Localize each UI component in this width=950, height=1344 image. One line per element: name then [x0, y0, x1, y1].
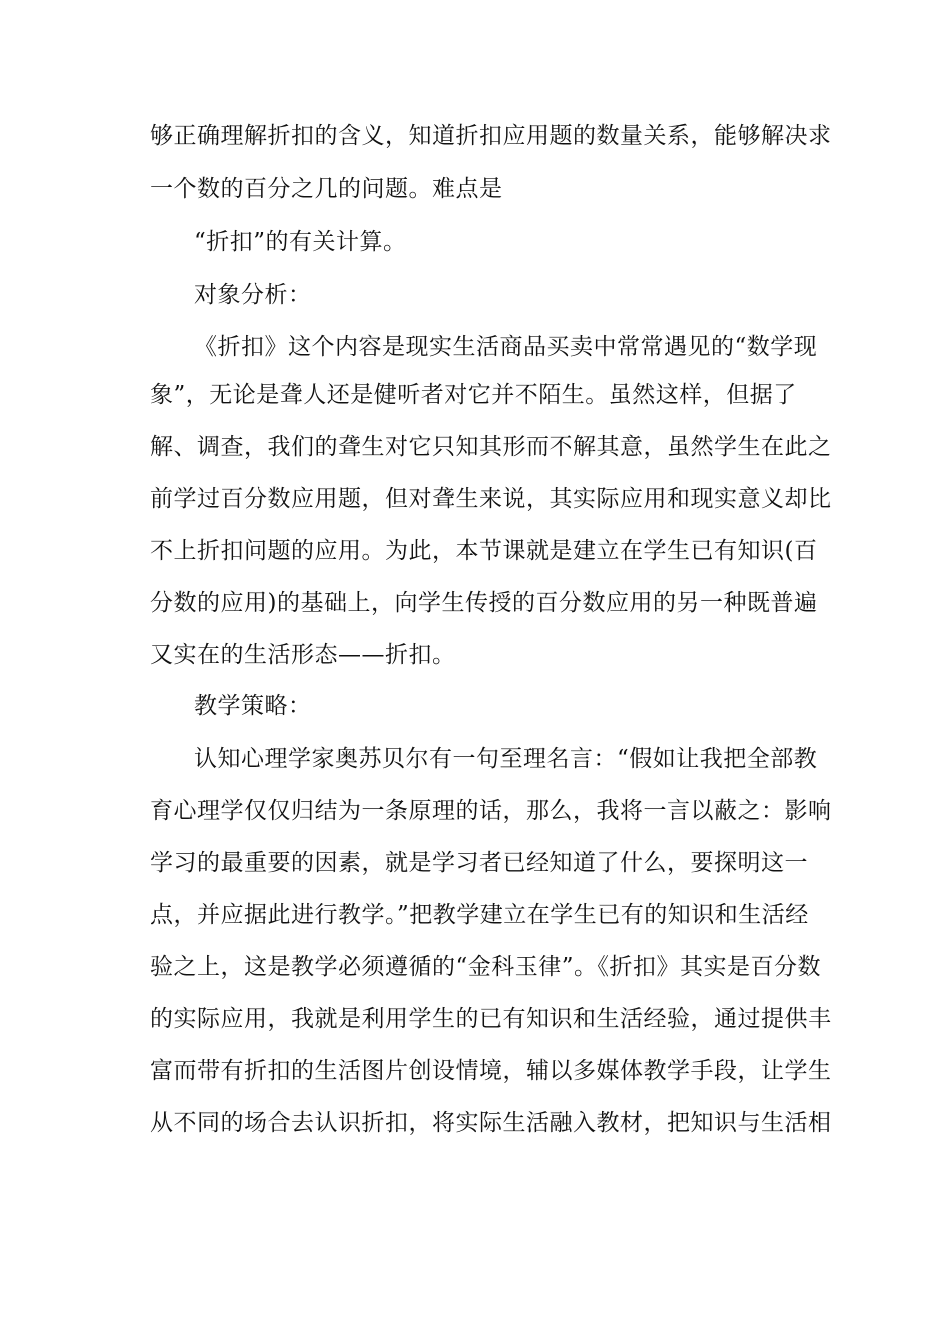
text-line: 富而带有折扣的生活图片创设情境，辅以多媒体教学手段，让学生 — [150, 1058, 832, 1084]
text-line: 不上折扣问题的应用。为此，本节课就是建立在学生已有知识(百 — [150, 538, 818, 564]
text-line: 的实际应用，我就是利用学生的已有知识和生活经验，通过提供丰 — [150, 1006, 832, 1032]
text-line: 验之上，这是教学必须遵循的“金科玉律”。《折扣》其实是百分数 — [150, 954, 822, 980]
text-line: 认知心理学家奥苏贝尔有一句至理名言：“假如让我把全部教 — [194, 746, 818, 772]
text-line: 育心理学仅仅归结为一条原理的话，那么，我将一言以蔽之：影响 — [150, 798, 832, 824]
text-line: 前学过百分数应用题，但对聋生来说，其实际应用和现实意义却比 — [150, 486, 832, 512]
section-heading: 对象分析： — [194, 282, 312, 308]
text-line: “折扣”的有关计算。 — [194, 229, 407, 255]
text-line: 够正确理解折扣的含义，知道折扣应用题的数量关系，能够解决求 — [150, 123, 832, 149]
text-line: 象”，无论是聋人还是健听者对它并不陌生。虽然这样，但据了 — [150, 382, 797, 408]
section-heading: 教学策略： — [194, 693, 312, 719]
text-line: 分数的应用)的基础上，向学生传授的百分数应用的另一种既普遍 — [150, 590, 818, 616]
text-line: 解、调查，我们的聋生对它只知其形而不解其意，虽然学生在此之 — [150, 434, 832, 460]
text-line: 从不同的场合去认识折扣，将实际生活融入教材，把知识与生活相 — [150, 1110, 832, 1136]
text-line: 一个数的百分之几的问题。难点是 — [150, 176, 503, 202]
text-line: 点，并应据此进行教学。”把教学建立在学生已有的知识和生活经 — [150, 902, 809, 928]
text-line: 学习的最重要的因素，就是学习者已经知道了什么，要探明这一 — [150, 850, 808, 876]
text-line: 《折扣》这个内容是现实生活商品买卖中常常遇见的“数学现 — [194, 334, 818, 360]
text-line: 又实在的生活形态——折扣。 — [150, 642, 456, 668]
